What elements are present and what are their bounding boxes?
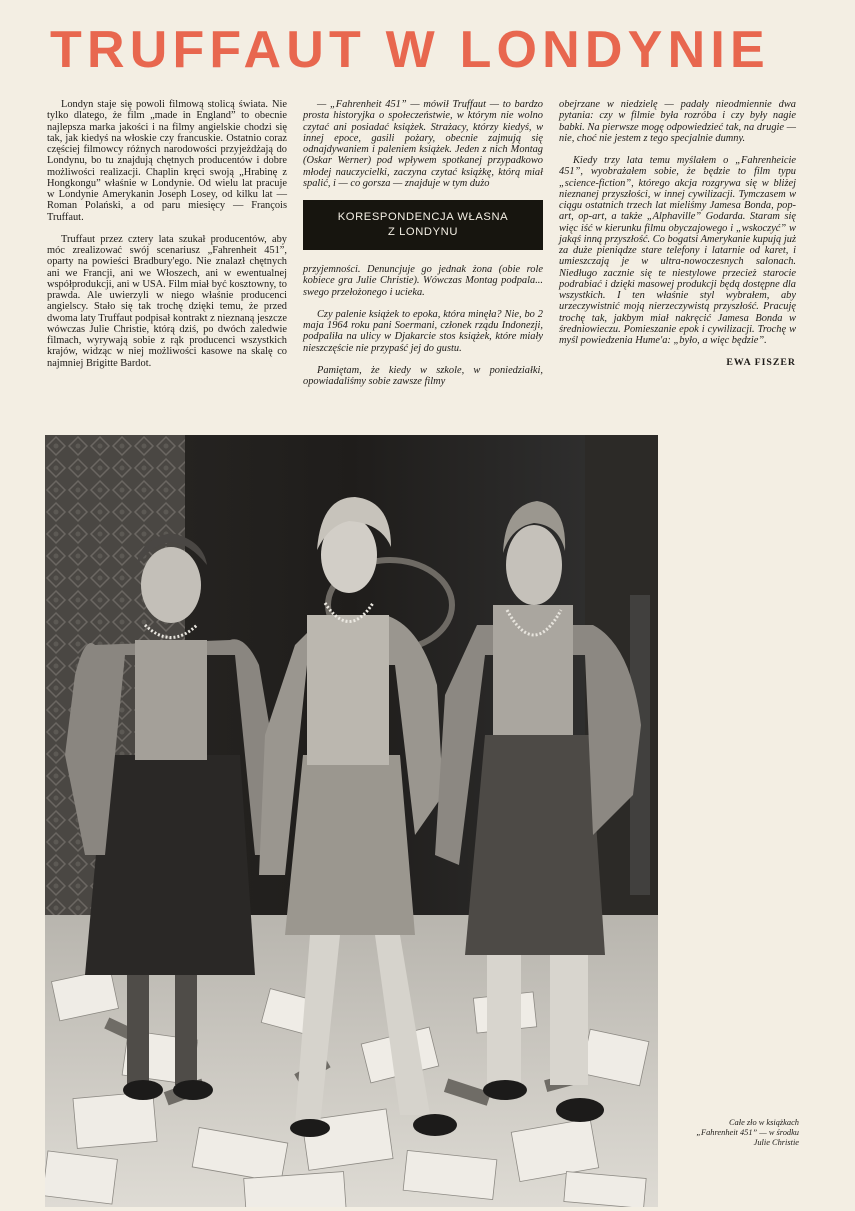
article-column-2	[303, 99, 543, 398]
caption-line: Julie Christie	[753, 1138, 799, 1147]
paragraph: Londyn staje się powoli filmową stolicą świata. Nie tylko dlatego, że film „made in England” to obecnie najlepsza marka jakości i na filmy angielskie chodzi się tak, jak kiedyś na włoskie czy francuskie. Ostatnio coraz częściej filmowcy różnych narodowości przyjeżdżają do Londynu, bo tu znajdują chętnych producentów i dobre możliwości realizacji. Chaplin kręci swoją „Hrabinę z Hongkongu” właśnie w Londynie. Od wielu lat pracuje w Londynie Amerykanin Joseph Losey, od kilku lat — Roman Polański, a od paru miesięcy — François Truffaut.	[47, 99, 287, 223]
paragraph: Czy palenie książek to epoka, która minęła? Nie, bo 2 maja 1964 roku pani Soermani, członek rządu Indonezji, podpaliła na ulicy w Djakarcie stos książek, które miały nieszczęście nie przypaść jej do gustu.	[303, 308, 543, 354]
photo-caption	[664, 1118, 799, 1148]
film-still-photo	[45, 435, 658, 1207]
correspondence-box	[303, 200, 543, 250]
headline: TRUFFAUT W LONDYNIE	[50, 21, 770, 79]
article-column-1	[47, 99, 287, 380]
paragraph: Truffaut przez cztery lata szukał producentów, aby móc zrealizować swój scenariusz „Fahrenheit 451”, oparty na powieści Bradbury'ego. Nie znalazł chętnych ani we Francji, ani we Włoszech, ani w ewentualnej współprodukcji, ani w USA. Film miał być kosztowny, to prawda. Ale uwierzyli w niego właśnie producenci angielscy. Stało się tak trochę dzięki temu, że przed dwoma laty Truffaut podpisał kontrakt z nieznaną jeszcze wówczas Julie Christie, którą dziś, po dwóch zaledwie filmach, wyrywają sobie z rąk producenci wszystkich krajów, widząc w niej możliwości kasowe na skalę co najmniej Brigitte Bardot.	[47, 233, 287, 369]
paragraph: — „Fahrenheit 451” — mówił Truffaut — to bardzo prosta historyjka o społeczeństwie, w którym nie wolno czytać ani posiadać książek. Strażacy, którzy kiedyś, w innej epoce, gasili pożary, obecnie zajmują się odnajdywaniem i paleniem książek. Jeden z nich Montag (Oskar Werner) pod wpływem spotkanej przypadkowo młodej nauczycielki, zaczyna czytać książkę, którą miał spalić, i — co gorsza — znajduje w tym dużo	[303, 99, 543, 189]
correspondence-box-line: Z LONDYNU	[387, 226, 459, 238]
article-column-3	[559, 99, 796, 369]
correspondence-box-line: KORESPONDENCJA WŁASNA	[337, 211, 509, 223]
author-byline: EWA FISZER	[726, 357, 796, 369]
paragraph: Pamiętam, że kiedy w szkole, w poniedziałki, opowiadaliśmy sobie zawsze filmy	[303, 364, 543, 387]
paragraph: Kiedy trzy lata temu myślałem o „Fahrenheicie 451”, wyobrażałem sobie, że będzie to film typu „science-fiction”, którego akcja rozgrywa się w bliżej nieznanej przyszłości, w innej cywilizacji. Tymczasem w ciągu ostatnich trzech lat mieliśmy Jamesa Bonda, pop-art, op-art, a także „Alphaville” Godarda. Staram się więc iść w kierunku filmu obyczajowego i „wskoczyć” w jakąś inną przyszłość. Co bogatsi Amerykanie kupują już za duże pieniądze stare telefony i latarnie od karet, i umieszczają je w ultra-nowoczesnych salonach. Niedługo zacznie się te niestylowe przecież starocie podrabiać i dzięki masowej produkcji będą dostępne dla wszystkich. I ten właśnie styl wybrałem, aby urzeczywistnić moją nierzeczywistą przyszłość. Pracuję trochę tak, jakbym miał nakręcić Jamesa Bonda w średniowieczu. Pomieszanie epok i cywilizacji. Trochę w myśl powiedzenia Hume'a: „było, a więc będzie”.	[559, 155, 796, 346]
paragraph: obejrzane w niedzielę — padały nieodmiennie dwa pytania: czy w filmie była rozróba i czy były nagie babki. Na pierwsze mogę odpowiedzieć tak, na drugie — nie, choć nie jestem z tego specjalnie dumny.	[559, 99, 796, 144]
caption-line: „Fahrenheit 451” — w środku	[696, 1128, 799, 1137]
caption-line: Całe zło w książkach	[728, 1118, 799, 1127]
paragraph: przyjemności. Denuncjuje go jednak żona (obie role kobiece gra Julie Christie). Wówczas Montag podpala... swego przełożonego i ucieka.	[303, 264, 543, 298]
